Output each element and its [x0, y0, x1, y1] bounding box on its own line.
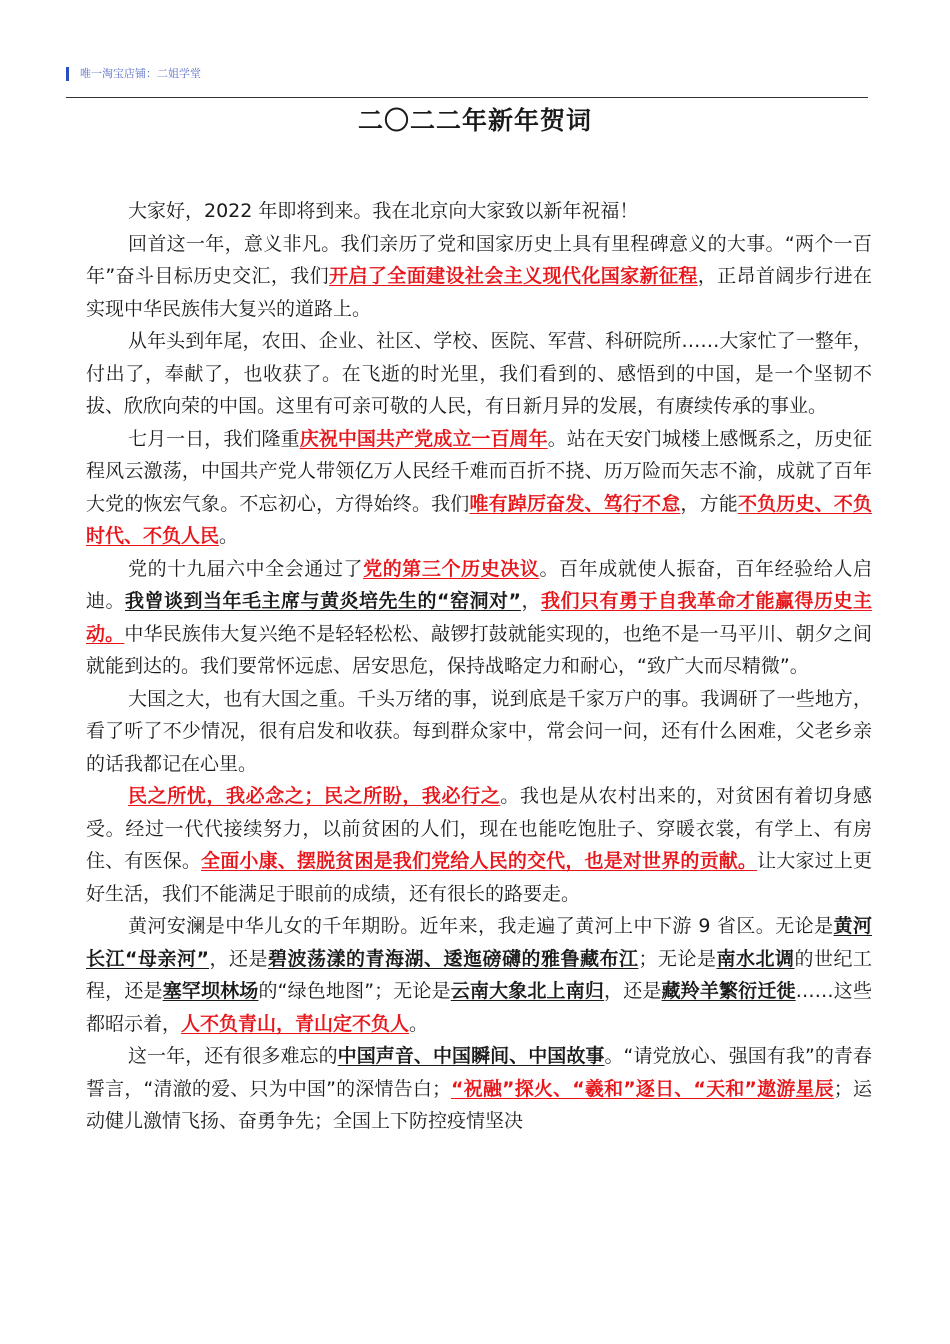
header-label: 唯一淘宝店铺：二姐学堂: [80, 67, 201, 80]
highlight-bold: 云南大象北上南归: [450, 980, 605, 1002]
paragraph: [86, 553, 872, 683]
highlight-red: 我们只有勇于自我革命才能赢得历史主动。: [86, 590, 872, 645]
paragraph: [86, 423, 872, 553]
highlight-bold: 我曾谈到当年毛主席与黄炎培先生的“窑洞对”: [125, 590, 521, 612]
highlight-bold: 南水北调: [716, 947, 795, 970]
header-divider: [66, 97, 868, 98]
text-run: ；无论是: [638, 947, 717, 970]
highlight-red: 全面小康、摆脱贫困是我们党给人民的交代，也是对世界的贡献。: [201, 850, 758, 872]
paragraph: [86, 1040, 872, 1138]
page-title: 二〇二二年新年贺词: [357, 106, 592, 135]
text-run: ，还是: [604, 980, 662, 1002]
text-run: 。百年成就使人振奋，百年经验给人启迪。: [86, 557, 872, 612]
text-run: ，正昂首阔步行进在实现中华民族伟大复兴的道路上。: [86, 265, 872, 320]
text-run: 这一年，还有很多难忘的: [128, 1045, 338, 1067]
highlight-red: 党的第三个历史决议: [363, 557, 540, 580]
text-run: 党的十九届六中全会通过了: [128, 557, 364, 580]
highlight-red: 庆祝中国共产党成立一百周年: [299, 427, 548, 450]
text-run: 的世纪工程，还是: [86, 947, 872, 1002]
text-run: 。: [409, 1012, 429, 1035]
text-run: 黄河安澜是中华儿女的千年期盼。近年来，我走遍了黄河上中下游 9 省区。无论是: [128, 915, 834, 937]
text-run: 的“绿色地图”；无论是: [258, 980, 451, 1002]
text-run: 让大家过上更好生活，我们不能满足于眼前的成绩，还有很长的路要走。: [86, 850, 872, 905]
text-run: ，方能: [680, 492, 738, 515]
text-run: ，还是: [208, 947, 268, 970]
highlight-bold: 中国声音、中国瞬间、中国故事: [337, 1045, 605, 1067]
highlight-red: 人不负青山，青山定不负人: [181, 1012, 410, 1035]
highlight-red: 民之所忧，我必念之；民之所盼，我必行之: [128, 785, 501, 807]
highlight-red: 开启了全面建设社会主义现代化国家新征程: [329, 265, 698, 287]
paragraph: [86, 683, 872, 781]
paragraph: [86, 325, 872, 423]
header-accent-bar: [66, 67, 69, 81]
paragraph: [86, 195, 872, 228]
highlight-red: “祝融”探火、“羲和”逐日、“天和”遨游星辰: [451, 1077, 834, 1100]
highlight-red: 唯有踔厉奋发、笃行不怠: [469, 492, 681, 515]
highlight-bold: 塞罕坝林场: [162, 980, 259, 1002]
paragraph: [86, 910, 872, 1040]
article-body: [86, 195, 872, 1138]
paragraph: [86, 780, 872, 910]
highlight-red: 不负历史、不负时代、不负人民: [86, 492, 872, 547]
highlight-bold: 黄河长江“母亲河”: [86, 915, 872, 970]
text-run: 。我也是从农村出来的，对贫困有着切身感受。经过一代代接续努力，以前贫困的人们，现在也能吃饱肚子、穿暖衣裳，有学上、有房住、有医保。: [86, 785, 872, 872]
text-run: ；运动健儿激情飞扬、奋勇争先；全国上下防控疫情坚决: [86, 1077, 872, 1132]
text-run: 。: [219, 525, 239, 547]
text-run: 。站在天安门城楼上感慨系之，历史征程风云激荡，中国共产党人带领亿万人民经千难而百折不挠、历万险而矢志不渝，成就了百年大党的恢宏气象。不忘初心，方得始终。我们: [86, 427, 872, 515]
highlight-bold: 藏羚羊繁衍迁徙: [661, 980, 796, 1002]
text-run: 。“请党放心、强国有我”的青春誓言，“清澈的爱、只为中国”的深情告白；: [86, 1045, 872, 1100]
text-run: 回首这一年，意义非凡。我们亲历了党和国家历史上具有里程碑意义的大事。“两个一百年”奋斗目标历史交汇，我们: [86, 232, 872, 287]
highlight-bold: 碧波荡漾的青海湖、逶迤磅礴的雅鲁藏布江: [267, 947, 639, 970]
text-run: ，: [520, 590, 541, 612]
text-run: 大家好，2022 年即将到来。我在北京向大家致以新年祝福！: [128, 200, 639, 222]
text-run: 从年头到年尾，农田、企业、社区、学校、医院、军营、科研院所……大家忙了一整年，付出了，奉献了，也收获了。在飞逝的时光里，我们看到的、感悟到的中国，是一个坚韧不拔、欣欣向荣的中国。这里有可亲可敬的人民，有日新月异的发展，有赓续传承的事业。: [86, 330, 872, 417]
text-run: 七月一日，我们隆重: [128, 427, 300, 450]
text-run: 大国之大，也有大国之重。千头万绪的事，说到底是千家万户的事。我调研了一些地方，看了听了不少情况，很有启发和收获。每到群众家中，常会问一问，还有什么困难，父老乡亲的话我都记在心里。: [86, 687, 872, 775]
paragraph: [86, 228, 872, 326]
text-run: ……这些都昭示着，: [86, 980, 872, 1035]
text-run: 中华民族伟大复兴绝不是轻轻松松、敲锣打鼓就能实现的，也绝不是一马平川、朝夕之间就能到达的。我们要常怀远虑、居安思危，保持战略定力和耐心，“致广大而尽精微”。: [86, 622, 872, 677]
